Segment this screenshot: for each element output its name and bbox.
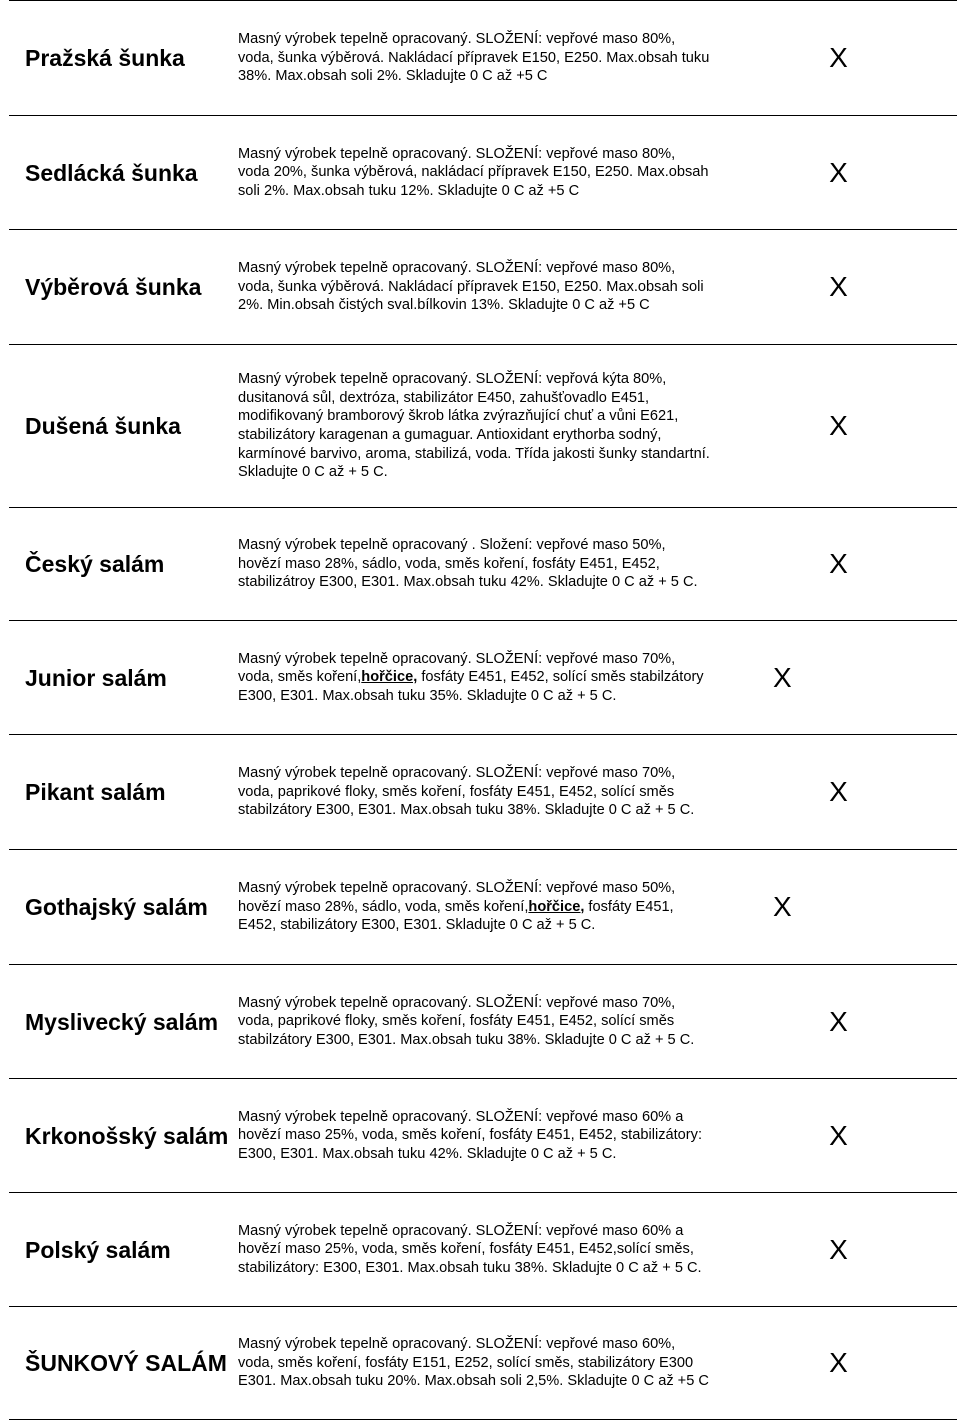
description-text: Masný výrobek tepelně opracovaný. SLOŽENÍ: vepřové maso 60% a hovězí maso 25%, voda, směs koření, fosfáty E451, E452, stabilizátory: E300, E301. Max.obsah tuku 42%. Skladujte 0 C až + 5 C. bbox=[238, 1108, 702, 1162]
product-description bbox=[230, 145, 720, 201]
x-mark: X bbox=[829, 1347, 848, 1378]
product-name: Polský salám bbox=[25, 1236, 171, 1263]
x-mark: X bbox=[829, 548, 848, 579]
x-mark: X bbox=[829, 410, 848, 441]
product-name: Sedlácká šunka bbox=[25, 159, 198, 186]
table-row bbox=[9, 229, 957, 344]
table-row bbox=[9, 1078, 957, 1192]
product-description bbox=[230, 30, 720, 86]
description-text: Masný výrobek tepelně opracovaný. SLOŽENÍ: vepřové maso 60% a hovězí maso 25%, voda, směs koření, fosfáty E451, E452,solící směs, stabilizátory: E300, E301. Max.obsah tuku 38%. Skladujte 0 C až + 5 C. bbox=[238, 1222, 702, 1276]
table-row bbox=[9, 344, 957, 507]
description-text: Masný výrobek tepelně opracovaný. SLOŽENÍ: vepřové maso 80%, voda 20%, šunka výběrová, nakládací přípravek E150, E250. Max.obsah soli 2%. Max.obsah tuku 12%. Skladujte 0 C až +5 C bbox=[238, 145, 709, 199]
product-name: Myslivecký salám bbox=[25, 1008, 219, 1035]
x-mark: X bbox=[829, 156, 848, 188]
table-row bbox=[9, 507, 957, 620]
product-description bbox=[230, 879, 720, 935]
table-row bbox=[9, 849, 957, 964]
description-text: Masný výrobek tepelně opracovaný. SLOŽENÍ: vepřové maso 70%, voda, paprikové floky, směs koření, fosfáty E451, E452, solící směs stabilzátory E300, E301. Max.obsah tuku 38%. Skladujte 0 C až + 5 C. bbox=[238, 765, 695, 819]
product-description bbox=[230, 994, 720, 1050]
description-text: fosfáty E451, E452, stabilizátory E300, E301. Skladujte 0 C až + 5 C. bbox=[238, 898, 674, 934]
x-mark: X bbox=[829, 42, 848, 73]
table-row bbox=[9, 0, 957, 115]
x-mark: X bbox=[829, 1119, 848, 1151]
product-description bbox=[230, 370, 720, 482]
product-description bbox=[230, 259, 720, 315]
x-mark: X bbox=[773, 661, 792, 693]
description-text: Masný výrobek tepelně opracovaný . Složení: vepřové maso 50%, hovězí maso 28%, sádlo, voda, směs koření, fosfáty E451, E452, stabilizátroy E300, E301. Max.obsah tuku 42%. Skladujte 0 C až + 5 C. bbox=[238, 537, 698, 591]
product-description bbox=[230, 764, 720, 820]
description-text: Masný výrobek tepelně opracovaný. SLOŽENÍ: vepřové maso 70%, voda, směs koření, bbox=[238, 650, 676, 686]
table-row bbox=[9, 115, 957, 229]
product-name: Gothajský salám bbox=[25, 894, 208, 920]
product-description bbox=[230, 1222, 720, 1278]
allergen-highlight: hořčice, bbox=[361, 669, 418, 686]
product-description bbox=[230, 1108, 720, 1164]
description-text: fosfáty E451, E452, solící směs stabilzátory E300, E301. Max.obsah tuku 35%. Skladujte 0 C až + 5 C. bbox=[238, 669, 704, 704]
product-description bbox=[230, 536, 720, 592]
description-text: Masný výrobek tepelně opracovaný. SLOŽENÍ: vepřové maso 60%, voda, směs koření, fosfáty E151, E252, solící směs, stabilizátory E300 E301. Max.obsah tuku 20%. Max.obsah soli 2,5%. Skladujte 0 C až +5 C bbox=[238, 1336, 709, 1390]
product-name: Junior salám bbox=[25, 664, 167, 691]
allergen-highlight: hořčice, bbox=[528, 898, 585, 915]
product-name: ŠUNKOVÝ SALÁM bbox=[25, 1350, 227, 1376]
product-name: Pikant salám bbox=[25, 779, 166, 805]
product-name: Výběrová šunka bbox=[25, 274, 202, 300]
table-row bbox=[9, 734, 957, 849]
product-name: Dušená šunka bbox=[25, 413, 181, 439]
product-description bbox=[230, 650, 720, 706]
product-name: Pražská šunka bbox=[25, 45, 185, 71]
product-name: Český salám bbox=[25, 551, 165, 577]
table-row bbox=[9, 620, 957, 734]
x-mark: X bbox=[829, 271, 848, 302]
product-description bbox=[230, 1335, 720, 1391]
x-mark: X bbox=[773, 891, 792, 922]
table-row bbox=[9, 1306, 957, 1420]
table-row bbox=[9, 964, 957, 1078]
description-text: Masný výrobek tepelně opracovaný. SLOŽENÍ: vepřové maso 50%, hovězí maso 28%, sádlo, voda, směs koření, bbox=[238, 880, 676, 915]
description-text: Masný výrobek tepelně opracovaný. SLOŽENÍ: vepřové maso 80%, voda, šunka výběrová. Nakládací přípravek E150, E250. Max.obsah tuku 38%. Max.obsah soli 2%. Skladujte 0 C až +5 C bbox=[238, 31, 710, 85]
x-mark: X bbox=[829, 776, 848, 807]
table-row bbox=[9, 1192, 957, 1306]
x-mark: X bbox=[829, 1233, 848, 1265]
x-mark: X bbox=[829, 1005, 848, 1037]
description-text: Masný výrobek tepelně opracovaný. SLOŽENÍ: vepřová kýta 80%, dusitanová sůl, dextróza, stabilizátor E450, zahušťovadlo E451, modifikovaný bramborový škrob látka zvýrazňující chuť a vůni E621, stabilizátory karagenan a gumaguar. Antioxidant erythorba sodný, karmínové barvivo, aroma, stabilizá, voda. Třída jakosti šunky standartní. Skladujte 0 C až + 5 C. bbox=[238, 371, 710, 481]
description-text: Masný výrobek tepelně opracovaný. SLOŽENÍ: vepřové maso 70%, voda, paprikové floky, směs koření, fosfáty E451, E452, solící směs stabilzátory E300, E301. Max.obsah tuku 38%. Skladujte 0 C až + 5 C. bbox=[238, 994, 695, 1048]
description-text: Masný výrobek tepelně opracovaný. SLOŽENÍ: vepřové maso 80%, voda, šunka výběrová. Nakládací přípravek E150, E250. Max.obsah soli 2%. Min.obsah čistých sval.bílkovin 13%. Skladujte 0 C až +5 C bbox=[238, 260, 704, 314]
product-name: Krkonošský salám bbox=[25, 1122, 229, 1149]
